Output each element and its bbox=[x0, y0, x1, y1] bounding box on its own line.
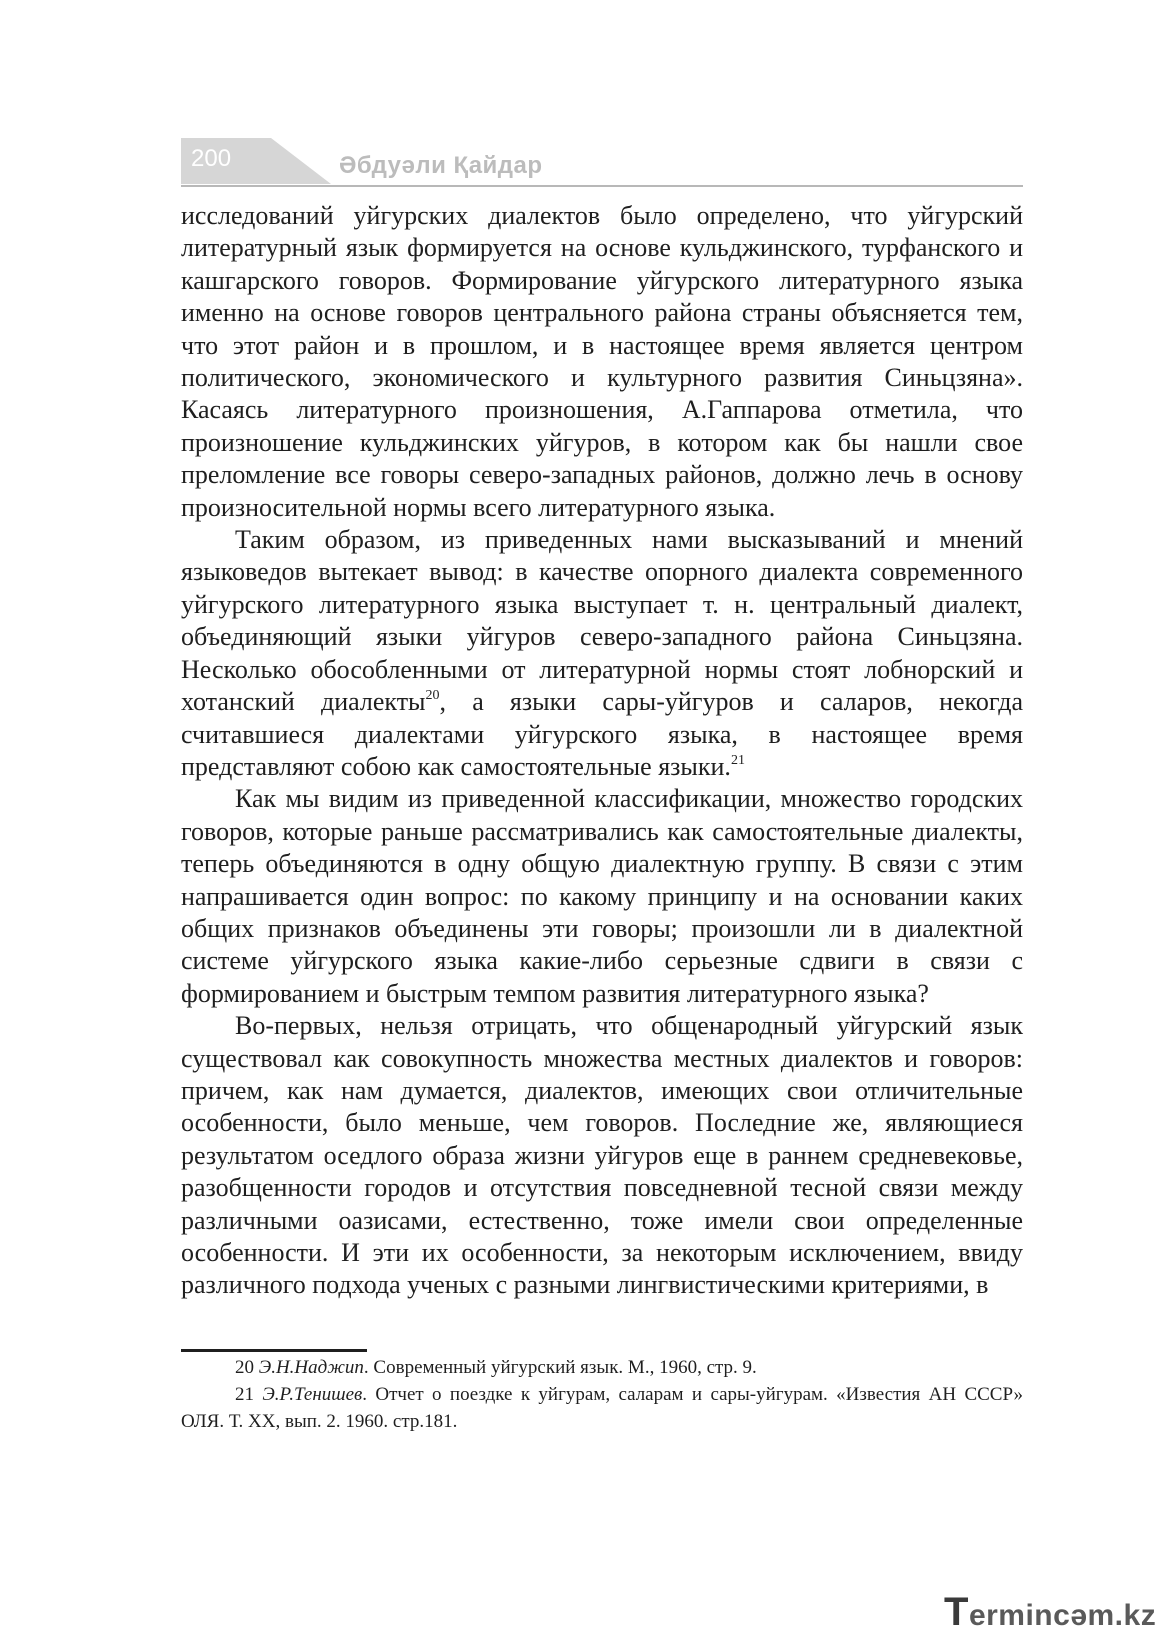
footnote-number: 21 bbox=[235, 1384, 254, 1405]
watermark-initial: T bbox=[944, 1590, 969, 1634]
page-number: 200 bbox=[191, 145, 232, 172]
paragraph-2-part-b: , а языки сары-уйгуров и саларов, некогда считавшиеся диалектами уйгурского языка, в настоящее время представляют собою как самостоятельные языки. bbox=[181, 687, 1023, 781]
page-number-tab-arrow bbox=[271, 138, 331, 184]
header-rule bbox=[181, 185, 1023, 187]
paragraph-4: Во-первых, нельзя отрицать, что общенародный уйгурский язык существовал как совокупность множества местных диалектов и говоров: причем, как нам думается, диалектов, имеющих свои отличительные особенности, было меньше, чем говоров. Последние же, являющиеся результатом оседлого образа жизни уйгуров еще в раннем средневековье, разобщенности городов и отсутствия повседневной тесной связи между различными оазисами, естественно, тоже имели свои определенные особенности. И эти их особенности, за некоторым исключением, ввиду различного подхода ученых с разными лингвистическими критериями, в bbox=[181, 1011, 1023, 1300]
footnote-ref-20[interactable]: 20 bbox=[425, 688, 440, 704]
main-text bbox=[181, 200, 1023, 1302]
paragraph-2-part-a: Таким образом, из приведенных нами высказываний и мнений языковедов вытекает вывод: в качестве опорного диалекта современного уйгурского литературного языка выступает т. н. центральный диалект, объединяющий языки уйгуров северо-западного района Синьцзяна. Несколько обособленными от литературной нормы стоят лобнорский и хотанский диалекты bbox=[181, 525, 1023, 717]
footnote-text: . Современный уйгурский язык. М., 1960, стр. 9. bbox=[363, 1357, 757, 1378]
paragraph-2 bbox=[181, 524, 1023, 783]
running-title: Әбдуәли Қайдар bbox=[339, 152, 543, 179]
footnote-author: Э.Р.Тенишев bbox=[262, 1384, 363, 1405]
footnotes bbox=[181, 1354, 1023, 1435]
paragraph-1: исследований уйгурских диалектов было определено, что уйгурский литературный язык формируется на основе кульджинского, турфанского и кашгарского говоров. Формирование уйгурского литературного языка именно на основе говоров центрального района страны объясняется тем, что этот район и в прошлом, и в настоящее время является центром политического, экономического и культурного развития Синьцзяна». Касаясь литературного произношения, А.Гаппарова отметила, что произношение кульджинских уйгуров, в котором как бы нашли свое преломление все говоры северо-западных районов, должно лечь в основу произносительной нормы всего литературного языка. bbox=[181, 201, 1023, 522]
footnote-21 bbox=[181, 1381, 1023, 1435]
footnote-text: . Отчет о поездке к уйгурам, саларам и сары-уйгурам. «Известия АН СССР» ОЛЯ. Т. ХХ, вып. 2. 1960. стр.181. bbox=[181, 1384, 1023, 1432]
footnote-author: Э.Н.Наджип bbox=[258, 1357, 364, 1378]
footnote-ref-21[interactable]: 21 bbox=[730, 752, 745, 768]
watermark-text: ermincәm.kz bbox=[968, 1599, 1157, 1632]
paragraph-3: Как мы видим из приведенной классификации, множество городских говоров, которые раньше рассматривались как самостоятельные диалекты, теперь объединяются в одну общую диалектную группу. В связи с этим напрашивается один вопрос: по какому принципу и на основании каких общих признаков объединены эти говоры; произошли ли в диалектной системе уйгурского языка какие-либо серьезные сдвиги в связи с формированием и быстрым темпом развития литературного языка? bbox=[181, 784, 1023, 1008]
page-header bbox=[181, 138, 1023, 188]
footnote-20 bbox=[181, 1354, 1023, 1381]
termincom-watermark bbox=[944, 1590, 1157, 1634]
footnote-separator bbox=[181, 1349, 367, 1352]
footnote-number: 20 bbox=[235, 1357, 254, 1378]
